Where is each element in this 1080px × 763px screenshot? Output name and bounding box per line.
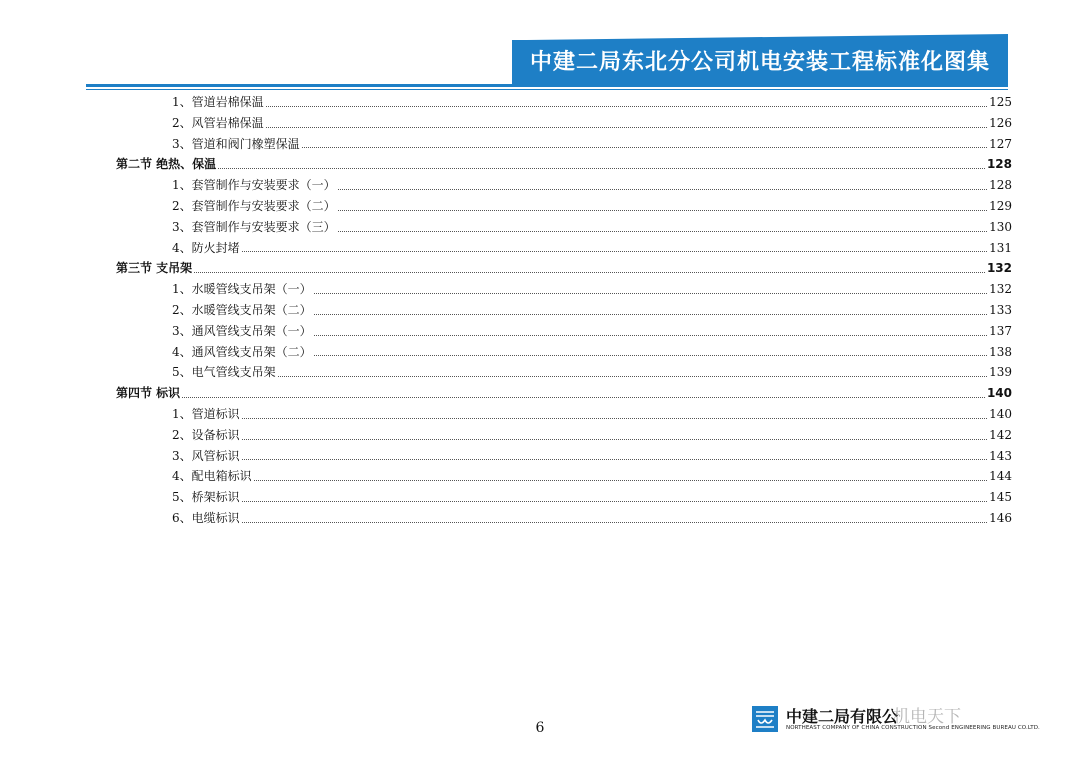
toc-section-row [116,154,1012,175]
toc-entry-row [116,321,1012,342]
toc-label: 5、桥架标识 [172,490,240,505]
toc-entry-row [116,508,1012,529]
toc-page-number: 133 [989,302,1012,317]
toc-label: 4、通风管线支吊架（二） [172,344,312,359]
toc-page-number: 127 [989,136,1012,151]
toc-label: 第四节 标识 [116,386,181,401]
toc-label: 3、通风管线支吊架（一） [172,323,312,338]
toc-label: 第二节 绝热、保温 [116,157,217,172]
toc-label: 4、防火封堵 [172,240,240,255]
toc-label: 2、套管制作与安装要求（二） [172,198,336,213]
toc-leader-dots [314,355,987,356]
toc-page-number: 145 [989,490,1012,505]
toc-entry-row [116,175,1012,196]
toc-leader-dots [242,251,987,252]
toc-leader-dots [242,439,987,440]
toc-entry-row [116,342,1012,363]
toc-leader-dots [266,106,987,107]
toc-entry-row [116,113,1012,134]
toc-page-number: 128 [986,157,1012,172]
toc-page-number: 138 [989,344,1012,359]
toc-page-number: 140 [989,406,1012,421]
toc-leader-dots [242,418,987,419]
toc-entry-row [116,238,1012,259]
toc-entry-row [116,466,1012,487]
toc-leader-dots [194,272,985,273]
toc-entry-row [116,134,1012,155]
toc-label: 2、水暖管线支吊架（二） [172,302,312,317]
toc-page-number: 146 [989,510,1012,525]
toc-label: 1、套管制作与安装要求（一） [172,178,336,193]
toc-leader-dots [314,293,987,294]
toc-label: 3、风管标识 [172,448,240,463]
toc-page-number: 125 [989,95,1012,109]
header-rule [86,84,1008,87]
toc-leader-dots [266,127,987,128]
toc-page-number: 137 [989,323,1012,338]
toc-leader-dots [338,231,987,232]
toc-page-number: 139 [989,365,1012,380]
toc-page-number: 128 [989,178,1012,193]
toc-entry-row [116,300,1012,321]
toc-page-number: 129 [989,198,1012,213]
toc-leader-dots [254,480,987,481]
table-of-contents [116,92,1012,529]
cscec-logo-icon [752,706,778,732]
toc-leader-dots [218,168,985,169]
toc-entry-row [116,362,1012,383]
toc-entry-row [116,196,1012,217]
toc-page-number: 140 [986,386,1012,401]
toc-label: 2、设备标识 [172,427,240,442]
header-rule-thin [86,89,1008,90]
header-title-band [512,40,1008,86]
toc-entry-row [116,217,1012,238]
toc-section-row [116,383,1012,404]
toc-label: 3、套管制作与安装要求（三） [172,219,336,234]
toc-page-number: 143 [989,448,1012,463]
toc-leader-dots [242,522,987,523]
toc-page-number: 130 [989,219,1012,234]
toc-page-number: 144 [989,469,1012,484]
toc-leader-dots [242,501,987,502]
toc-entry-row [116,404,1012,425]
toc-entry-row [116,425,1012,446]
toc-page-number: 142 [989,427,1012,442]
toc-label: 5、电气管线支吊架 [172,365,276,380]
toc-leader-dots [242,459,987,460]
page-number: 6 [535,720,545,736]
footer-company-name: 中建二局有限公 [786,707,899,726]
toc-leader-dots [314,335,987,336]
toc-leader-dots [182,397,985,398]
toc-leader-dots [338,210,987,211]
toc-page-number: 126 [989,115,1012,130]
toc-label: 1、管道标识 [172,406,240,421]
toc-label: 2、风管岩棉保温 [172,115,264,130]
toc-leader-dots [338,189,987,190]
toc-entry-row [116,446,1012,467]
toc-entry-row [116,487,1012,508]
toc-leader-dots [278,376,987,377]
toc-leader-dots [302,147,987,148]
toc-page-number: 132 [989,282,1012,297]
toc-label: 6、电缆标识 [172,510,240,525]
toc-label: 1、水暖管线支吊架（一） [172,282,312,297]
watermark: 机电天下 [893,707,961,727]
toc-page-number: 132 [986,261,1012,276]
toc-leader-dots [314,314,987,315]
toc-label: 4、配电箱标识 [172,469,252,484]
footer-company-name-en: NORTHEAST COMPANY OF CHINA CONSTRUCTION Second ENGINEERING BUREAU CO.LTD. [786,725,1040,731]
toc-page-number: 131 [989,240,1012,255]
toc-label: 1、管道岩棉保温 [172,95,264,109]
header-title: 中建二局东北分公司机电安装工程标准化图集 [529,50,990,75]
toc-entry-row [116,92,1012,113]
toc-section-row [116,258,1012,279]
toc-entry-row [116,279,1012,300]
toc-label: 第三节 支吊架 [116,261,193,276]
toc-label: 3、管道和阀门橡塑保温 [172,136,300,151]
